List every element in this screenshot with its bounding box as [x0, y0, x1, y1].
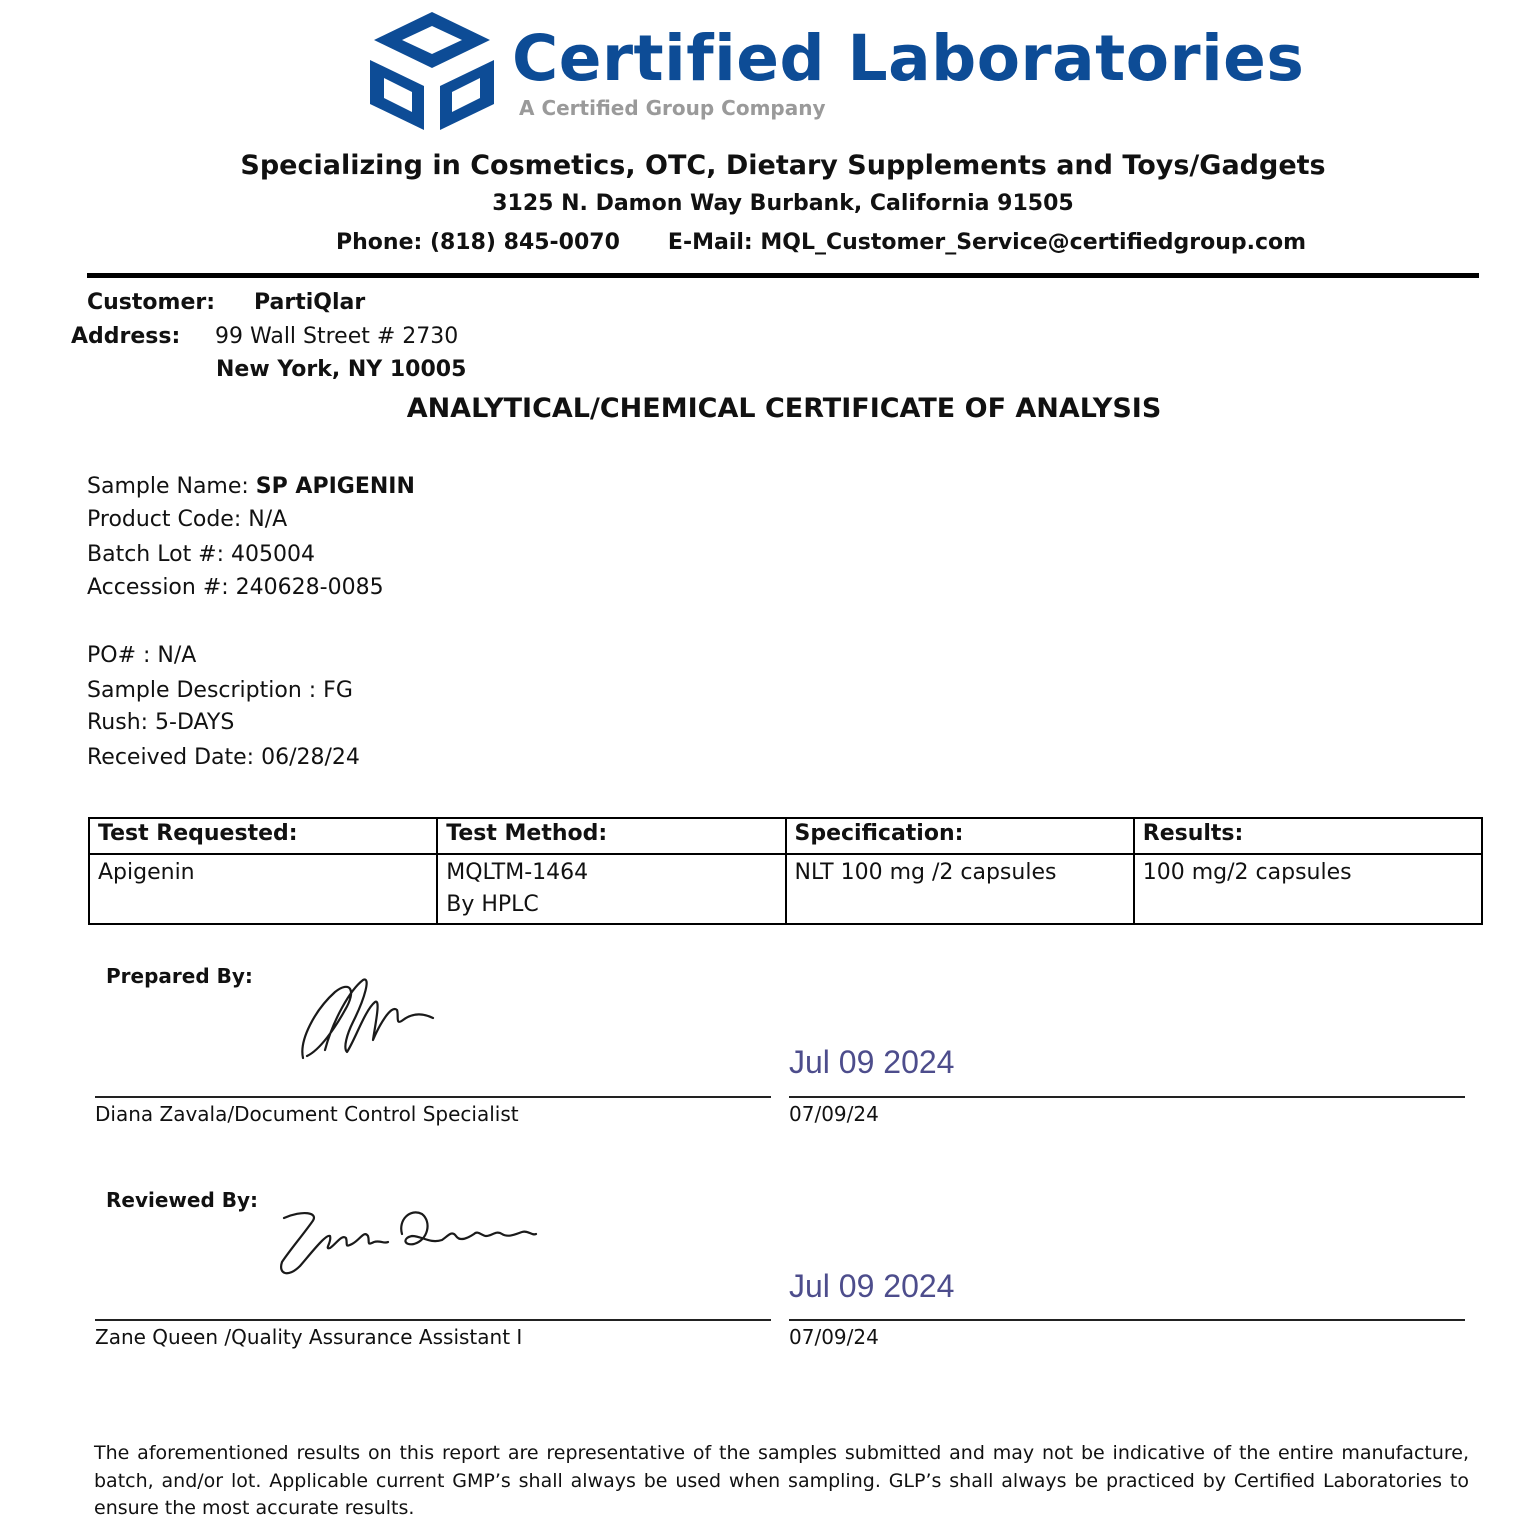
table-row [89, 854, 1482, 924]
rush: Rush: 5-DAYS [87, 710, 235, 735]
prepared-by-label: Prepared By: [106, 964, 253, 988]
lab-address: 3125 N. Damon Way Burbank, California 91505 [492, 191, 1074, 216]
product-code: Product Code: N/A [87, 507, 288, 532]
customer-label: Customer: [87, 290, 216, 315]
cell-result: 100 mg/2 capsules [1134, 854, 1482, 924]
reviewed-by-name: Zane Queen /Quality Assurance Assistant I [95, 1325, 523, 1349]
method-code: MQLTM-1464 [446, 860, 589, 885]
header-test-requested: Test Requested: [89, 818, 437, 854]
disclaimer: The aforementioned results on this report are representative of the samples submitted and may not be indicative of the entire manufacture, batch, and/or lot. Applicable current GMP’s shall always be used when sampling. GLP’s shall always be practiced by Certified Laboratories to ensure the most accurate results. [94, 1442, 1469, 1519]
brand-subtitle: A Certified Group Company [519, 96, 826, 120]
header-divider [87, 273, 1479, 278]
sample-name-row [87, 474, 415, 499]
prepared-signature-icon [295, 970, 440, 1065]
method-technique: By HPLC [446, 892, 539, 917]
received-date: Received Date: 06/28/24 [87, 745, 360, 770]
batch-lot: Batch Lot #: 405004 [87, 542, 316, 567]
reviewed-date-line [789, 1319, 1465, 1321]
reviewed-signature-line [95, 1319, 771, 1321]
sample-name-value: SP APIGENIN [255, 474, 415, 499]
customer-name: PartiQlar [254, 290, 366, 315]
prepared-by-name: Diana Zavala/Document Control Specialist [95, 1102, 519, 1126]
table-header-row [89, 818, 1482, 854]
cell-test-method [437, 854, 785, 924]
prepared-date-line [789, 1096, 1465, 1098]
cell-test-requested: Apigenin [89, 854, 437, 924]
reviewed-by-label: Reviewed By: [106, 1188, 259, 1212]
document-title: ANALYTICAL/CHEMICAL CERTIFICATE OF ANALYSIS [406, 393, 1162, 424]
header-results: Results: [1134, 818, 1482, 854]
lab-phone: Phone: (818) 845-0070 [336, 230, 620, 255]
customer-address-line1: 99 Wall Street # 2730 [215, 324, 459, 349]
reviewed-date: 07/09/24 [789, 1325, 879, 1349]
sample-name-label: Sample Name: [87, 474, 256, 499]
lab-contact [336, 230, 1306, 255]
results-table [88, 817, 1483, 925]
po-number: PO# : N/A [87, 643, 197, 668]
address-label: Address: [71, 324, 181, 349]
reviewed-signature-icon [272, 1200, 542, 1285]
prepared-date: 07/09/24 [789, 1102, 879, 1126]
lab-email: E-Mail: MQL_Customer_Service@certifiedgroup.com [667, 230, 1307, 255]
sample-description: Sample Description : FG [87, 678, 353, 703]
prepared-stamp-date: Jul 09 2024 [789, 1044, 955, 1080]
prepared-signature-line [95, 1096, 771, 1098]
brand-name: Certified Laboratories [512, 22, 1305, 95]
header-specification: Specification: [786, 818, 1134, 854]
customer-address-line2: New York, NY 10005 [216, 357, 467, 382]
reviewed-stamp-date: Jul 09 2024 [789, 1268, 955, 1304]
company-logo-icon [370, 12, 494, 130]
lab-tagline: Specializing in Cosmetics, OTC, Dietary Supplements and Toys/Gadgets [240, 150, 1326, 181]
cell-specification: NLT 100 mg /2 capsules [786, 854, 1134, 924]
header-test-method: Test Method: [437, 818, 785, 854]
accession-number: Accession #: 240628-0085 [87, 575, 384, 600]
